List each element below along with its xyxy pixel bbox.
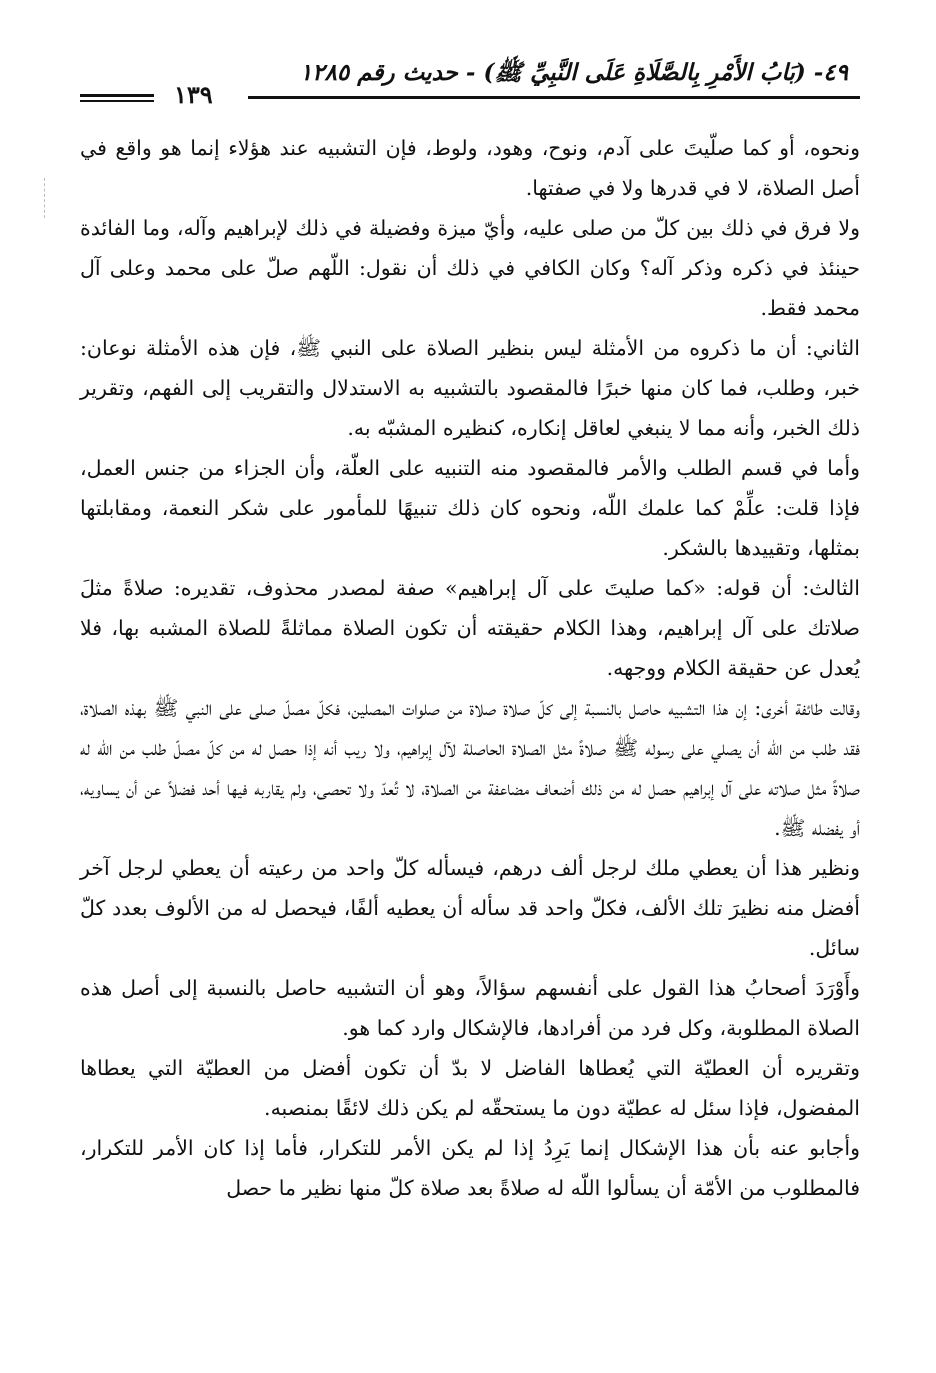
margin-mark xyxy=(44,178,46,218)
paragraph-8: وأَوْرَدَ أصحابُ هذا القول على أنفسهم سؤالاً، وهو أن التشبيه حاصل بالنسبة إلى أصل هذه الصلاة المطلوبة، وكل فرد من أفرادها، فالإشكال وارد كما هو. xyxy=(80,976,860,1040)
paragraph-2: ولا فرق في ذلك بين كلّ من صلى عليه، وأيّ ميزة وفضيلة في ذلك لإبراهيم وآله، وما الفائدة حينئذ في ذكره وذكر آله؟ وكان الكافي في ذلك أن نقول: اللّهم صلّ على محمد وعلى آل محمد فقط. xyxy=(80,216,860,320)
header-rule xyxy=(248,96,860,99)
paragraph-7: ونظير هذا أن يعطي ملك لرجل ألف درهم، فيسأله كلّ واحد من رعيته أن يعطي لرجل آخر أفضل منه نظيرَ تلك الألف، فكلّ واحد قد سأله أن يعطيه ألفًا، فيحصل له من الألوف بعدد كلّ سائل. xyxy=(80,856,860,960)
paragraph-5: الثالث: أن قوله: «كما صليتَ على آل إبراهيم» صفة لمصدر محذوف، تقديره: صلاةً مثلَ صلاتك على آل إبراهيم، وهذا الكلام حقيقته أن تكون الصلاة مماثلةً للصلاة المشبه بها، فلا يُعدل عن حقيقة الكلام ووجهه. xyxy=(80,576,860,680)
header-rule-left-thin xyxy=(80,100,154,102)
page-body xyxy=(80,128,860,1208)
paragraph-4: وأما في قسم الطلب والأمر فالمقصود منه التنبيه على العلّة، وأن الجزاء من جنس العمل، فإذا قلت: علِّمْ كما علمك اللّه، ونحوه كان ذلك تنبيهًا للمأمور على شكر النعمة، ومقابلتها بمثلها، وتقييدها بالشكر. xyxy=(80,456,860,560)
page-number: ١٣٩ xyxy=(174,80,213,109)
paragraph-6: وقالت طائفة أخرى: إن هذا التشبيه حاصل بالنسبة إلى كلّ صلاة صلاة من صلوات المصلين، فكلّ مصلّ صلى على النبي ﷺ بهذه الصلاة، فقد طلب من اللّه أن يصلي على رسوله ﷺ صلاةً مثل الصلاة الحاصلة لآل إبراهيم، ولا ريب أنه إذا حصل له من كلّ مصلّ طلب من اللّه له صلاةً مثل صلاته على آل إبراهيم حصل له من ذلك أضعاف مضاعفة من الصلاة، لا تُعدّ ولا تحصى، ولم يقاربه فيها أحد فضلاً عن أن يساويه، أو يفضله ﷺ. xyxy=(80,696,860,840)
page-header xyxy=(80,50,860,120)
header-rule-left-thick xyxy=(80,94,154,97)
paragraph-3: الثاني: أن ما ذكروه من الأمثلة ليس بنظير الصلاة على النبي ﷺ، فإن هذه الأمثلة نوعان: خبر، وطلب، فما كان منها خبرًا فالمقصود بالتشبيه به الاستدلال والتقريب إلى الفهم، وتقرير ذلك الخبر، وأنه مما لا ينبغي لعاقل إنكاره، كنظيره المشبّه به. xyxy=(80,336,860,440)
paragraph-10: وأجابو عنه بأن هذا الإشكال إنما يَرِدُ إذا لم يكن الأمر للتكرار، فأما إذا كان الأمر للتكرار، فالمطلوب من الأمّة أن يسألوا اللّه له صلاةً بعد صلاة كلّ منها نظير ما حصل xyxy=(80,1136,860,1200)
paragraph-1: ونحوه، أو كما صلّيتَ على آدم، ونوح، وهود، ولوط، فإن التشبيه عند هؤلاء إنما هو واقع في أصل الصلاة، لا في قدرها ولا في صفتها. xyxy=(80,136,860,200)
paragraph-9: وتقريره أن العطيّة التي يُعطاها الفاضل لا بدّ أن تكون أفضل من العطيّة التي يعطاها المفضول، فإذا سئل له عطيّة دون ما يستحقّه لم يكن ذلك لائقًا بمنصبه. xyxy=(80,1056,860,1120)
chapter-title: ٤٩- (بَابُ الأَمْرِ بِالصَّلَاةِ عَلَى النَّبِيِّ ﷺ) - حديث رقم ١٢٨٥ xyxy=(299,59,848,86)
